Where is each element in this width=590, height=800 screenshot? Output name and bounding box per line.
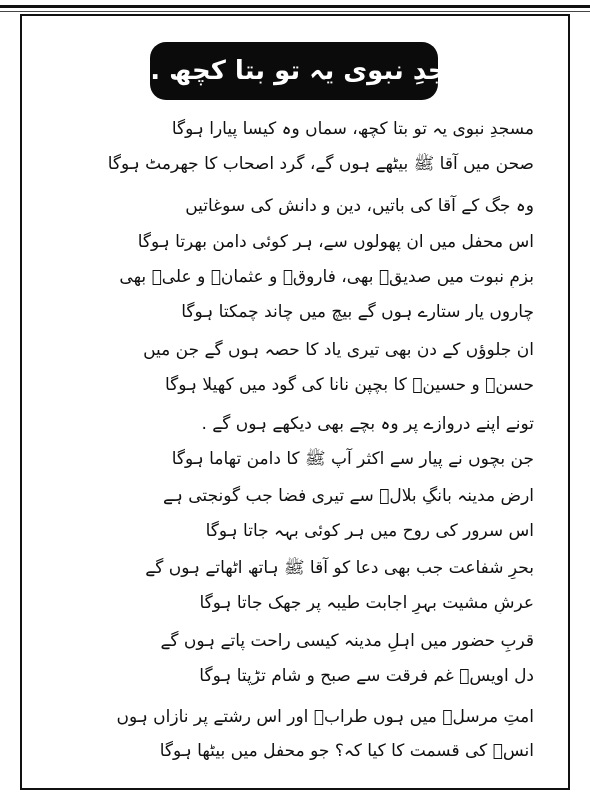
verse-line-7: ان جلوؤں کے دن بھی تیری یاد کا حصہ ہوں گے جن میں <box>143 340 534 360</box>
verse-line-8: حسنؓ و حسینؓ کا بچپن نانا کی گود میں کھیلا ہوگا <box>165 375 534 395</box>
verse-line-17: امتِ مرسلؐ میں ہوں طرابؔ اور اس رشتے پر نازاں ہوں <box>116 707 534 727</box>
title-banner <box>98 42 490 100</box>
verse-line-4: اس محفل میں ان پھولوں سے، ہر کوئی دامن بھرتا ہوگا <box>137 232 534 252</box>
verse-line-10: جن بچوں نے پیار سے اکثر آپ ﷺ کا دامن تھاما ہوگا <box>171 449 534 469</box>
page-title: مسجدِ نبوی یہ تو بتا کچھ .....! <box>98 56 490 86</box>
verse-line-18: انسؓ کی قسمت کا کیا کہ؟ جو محفل میں بیٹھا ہوگا <box>159 741 534 761</box>
top-rule <box>0 5 590 8</box>
verse-line-13: بحرِ شفاعت جب بھی دعا کو آقا ﷺ ہاتھ اٹھاتے ہوں گے <box>145 558 534 578</box>
verse-line-15: قربِ حضور میں اہلِ مدینہ کیسی راحت پاتے ہوں گے <box>160 631 534 651</box>
top-rule-thin <box>0 11 590 12</box>
verse-line-14: عرشِ مشیت بہرِ اجابت طیبہ پر جھک جاتا ہوگا <box>199 593 534 613</box>
verse-line-12: اس سرور کی روح میں ہر کوئی بہہ جاتا ہوگا <box>205 521 534 541</box>
verse-line-9: تونے اپنے دروازے پر وہ بچے بھی دیکھے ہوں گے . <box>201 414 534 434</box>
verse-line-1: مسجدِ نبوی یہ تو بتا کچھ، سماں وہ کیسا پیارا ہوگا <box>171 119 534 139</box>
verse-line-5: بزمِ نبوت میں صدیقؓ بھی، فاروقؓ و عثمانؓ و علیؓ بھی <box>119 267 534 287</box>
verse-line-3: وہ جگ کے آقا کی باتیں، دین و دانش کی سوغاتیں <box>185 196 534 216</box>
verse-line-16: دل اویسؓ غم فرقت سے صبح و شام تڑپتا ہوگا <box>199 666 534 686</box>
verse-line-2: صحن میں آقا ﷺ بیٹھے ہوں گے، گرد اصحاب کا جھرمٹ ہوگا <box>107 154 534 174</box>
verse-line-11: ارضِ مدینہ بانگِ بلالؓ سے تیری فضا جب گونجتی ہے <box>162 486 534 506</box>
verse-line-6: چاروں یار ستارے ہوں گے بیچ میں چاند چمکتا ہوگا <box>181 302 534 322</box>
